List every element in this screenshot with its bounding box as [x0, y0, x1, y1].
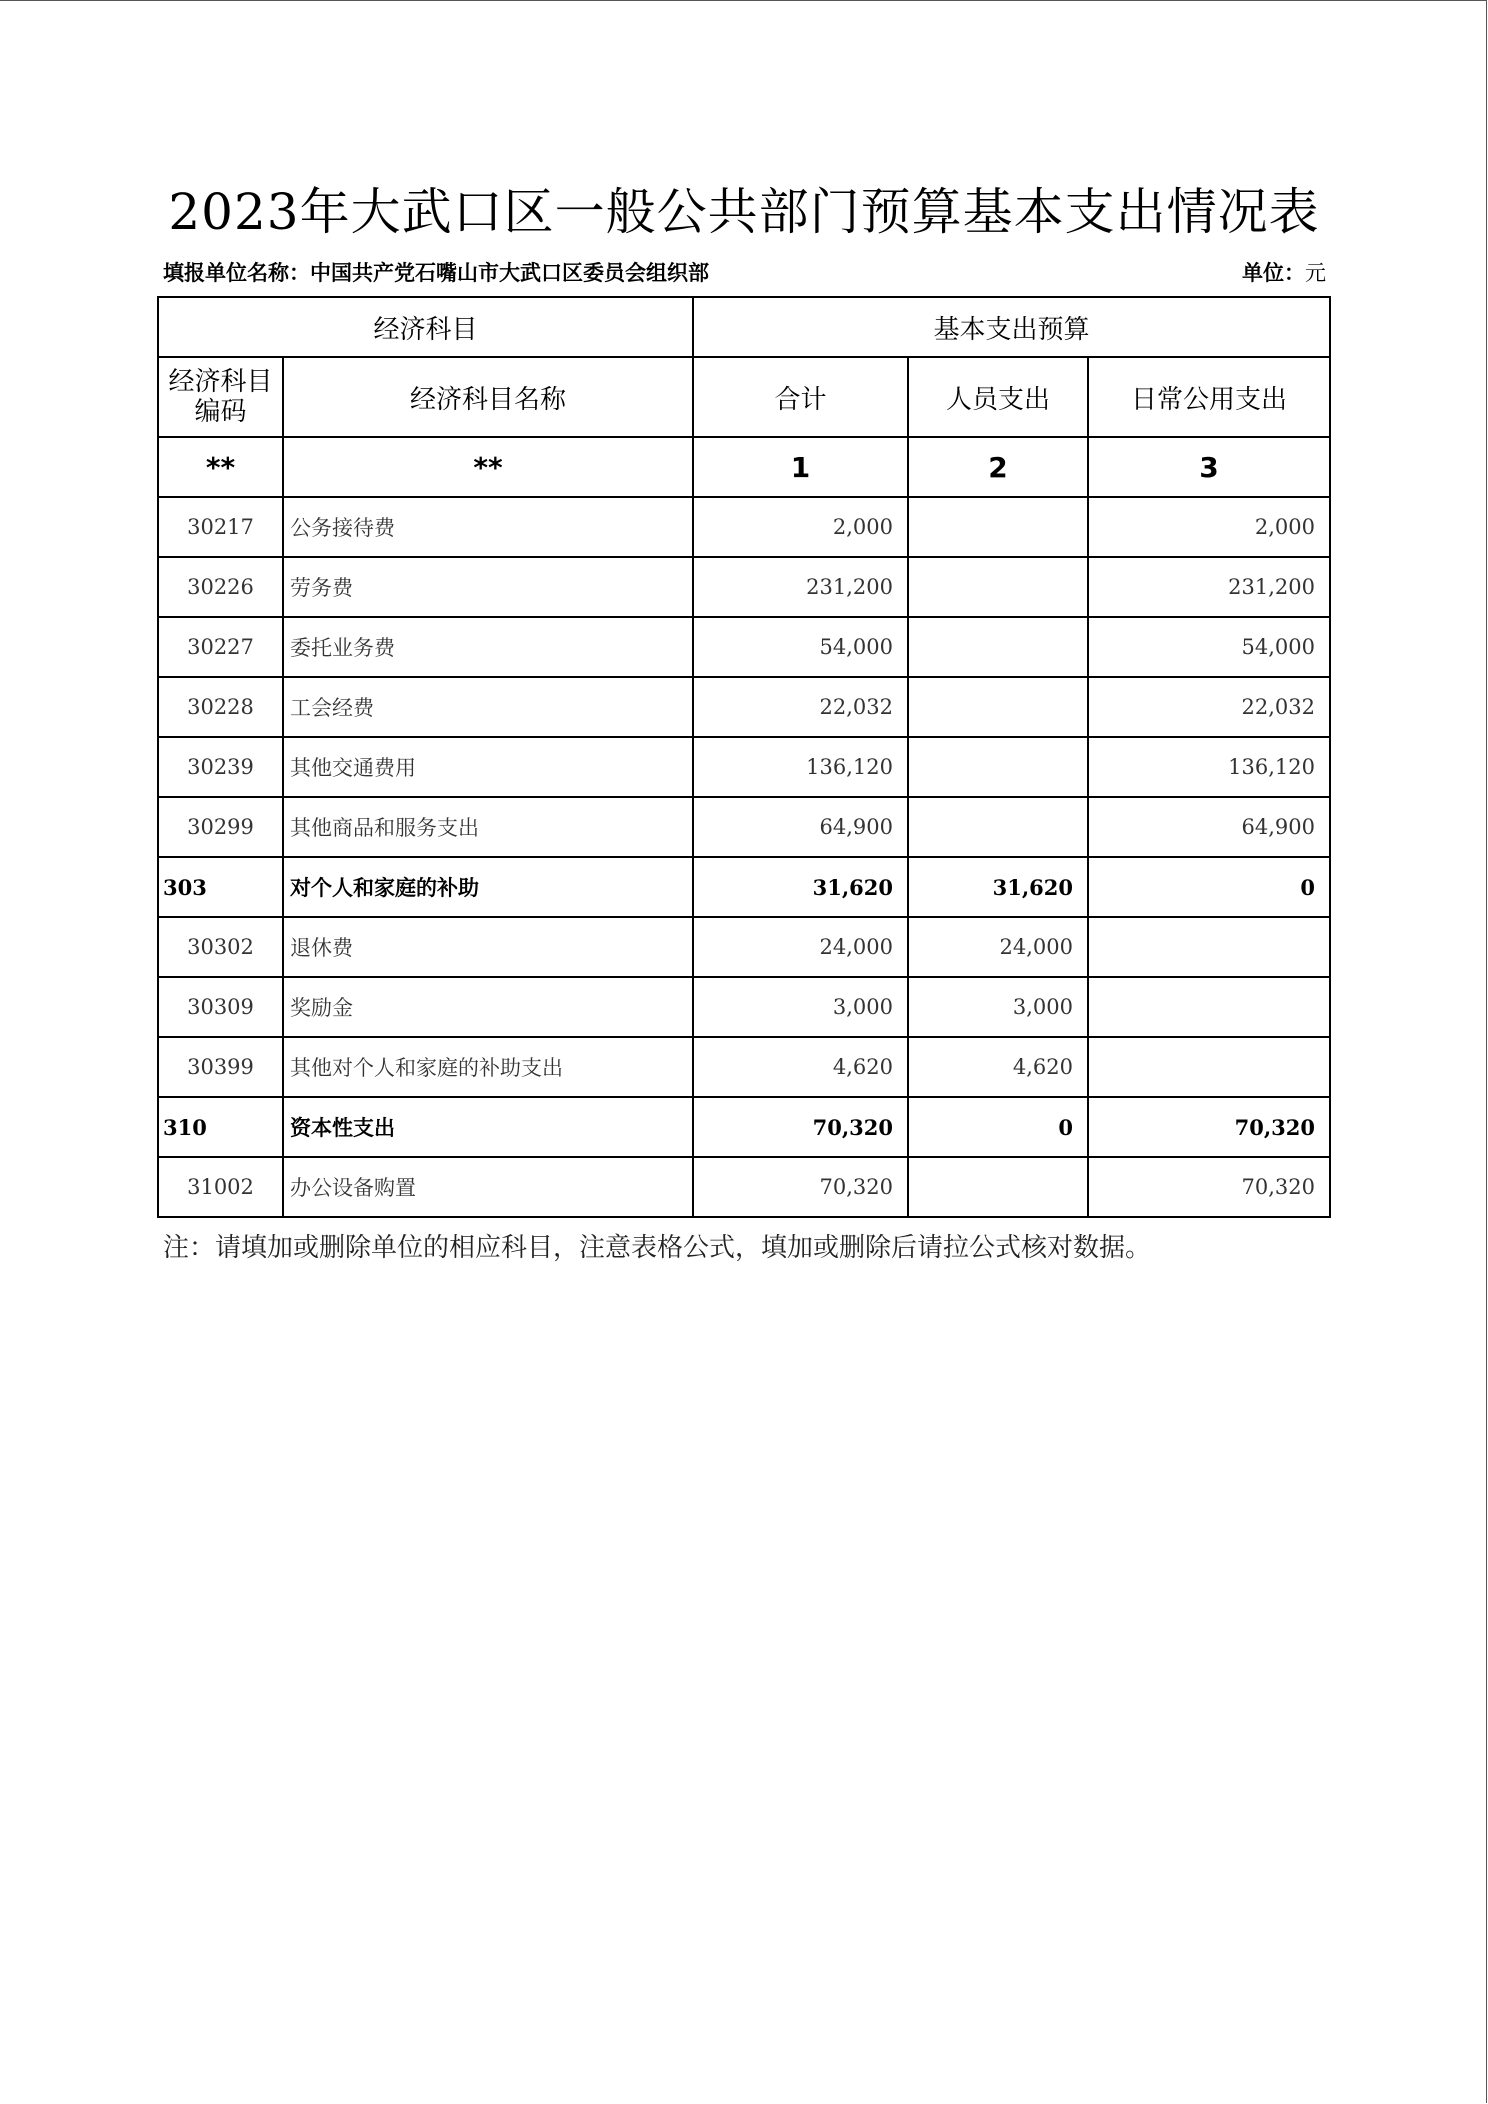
row-code: 31002 [158, 1157, 283, 1217]
row-name: 委托业务费 [283, 617, 693, 677]
row-public: 22,032 [1088, 677, 1330, 737]
currency-label: 单位： [1242, 260, 1305, 285]
table-row [158, 1037, 1330, 1097]
row-code: 30299 [158, 797, 283, 857]
table-row [158, 677, 1330, 737]
row-personnel: 4,620 [908, 1037, 1088, 1097]
row-name: 工会经费 [283, 677, 693, 737]
row-name: 资本性支出 [283, 1097, 693, 1157]
row-personnel [908, 617, 1088, 677]
row-name: 对个人和家庭的补助 [283, 857, 693, 917]
report-meta [163, 258, 1326, 288]
row-total: 31,620 [693, 857, 908, 917]
row-total: 64,900 [693, 797, 908, 857]
row-code: 30399 [158, 1037, 283, 1097]
currency-line [1242, 258, 1326, 288]
header-code-line1: 经济科目 [168, 367, 273, 397]
index-personnel: 2 [908, 437, 1088, 497]
row-name: 奖励金 [283, 977, 693, 1037]
row-total: 70,320 [693, 1157, 908, 1217]
row-public: 70,320 [1088, 1157, 1330, 1217]
header-group-row [158, 297, 1330, 357]
row-personnel [908, 497, 1088, 557]
header-code [158, 357, 283, 437]
row-name: 退休费 [283, 917, 693, 977]
category-row [158, 857, 1330, 917]
row-total: 136,120 [693, 737, 908, 797]
row-public: 136,120 [1088, 737, 1330, 797]
row-personnel: 0 [908, 1097, 1088, 1157]
row-public: 54,000 [1088, 617, 1330, 677]
table-row [158, 1157, 1330, 1217]
row-total: 231,200 [693, 557, 908, 617]
row-public: 2,000 [1088, 497, 1330, 557]
row-name: 公务接待费 [283, 497, 693, 557]
row-personnel [908, 557, 1088, 617]
row-total: 3,000 [693, 977, 908, 1037]
row-code: 30228 [158, 677, 283, 737]
row-personnel: 3,000 [908, 977, 1088, 1037]
header-index-row [158, 437, 1330, 497]
index-code: ** [158, 437, 283, 497]
row-public [1088, 1037, 1330, 1097]
row-total: 24,000 [693, 917, 908, 977]
currency-value: 元 [1305, 261, 1326, 285]
header-economic-subject: 经济科目 [158, 297, 693, 357]
row-code: 310 [158, 1097, 283, 1157]
index-name: ** [283, 437, 693, 497]
table-row [158, 977, 1330, 1037]
row-public: 70,320 [1088, 1097, 1330, 1157]
row-personnel: 24,000 [908, 917, 1088, 977]
header-column-row [158, 357, 1330, 437]
unit-name-label: 填报单位名称： [163, 260, 310, 285]
page-title: 2023年大武口区一般公共部门预算基本支出情况表 [168, 183, 1320, 241]
row-public [1088, 917, 1330, 977]
row-public: 64,900 [1088, 797, 1330, 857]
table-row [158, 497, 1330, 557]
row-public: 0 [1088, 857, 1330, 917]
unit-name-line [163, 258, 709, 288]
row-total: 22,032 [693, 677, 908, 737]
row-total: 2,000 [693, 497, 908, 557]
header-personnel: 人员支出 [908, 357, 1088, 437]
footnote: 注：请填加或删除单位的相应科目，注意表格公式，填加或删除后请拉公式核对数据。 [163, 1233, 1152, 1263]
row-personnel [908, 737, 1088, 797]
header-name: 经济科目名称 [283, 357, 693, 437]
table-row [158, 917, 1330, 977]
row-personnel [908, 677, 1088, 737]
row-personnel [908, 797, 1088, 857]
unit-name: 中国共产党石嘴山市大武口区委员会组织部 [310, 260, 709, 285]
row-code: 303 [158, 857, 283, 917]
budget-table [157, 296, 1331, 1218]
table-row [158, 797, 1330, 857]
row-personnel [908, 1157, 1088, 1217]
index-public: 3 [1088, 437, 1330, 497]
table-row [158, 557, 1330, 617]
row-code: 30239 [158, 737, 283, 797]
row-name: 其他商品和服务支出 [283, 797, 693, 857]
table-row [158, 737, 1330, 797]
header-basic-budget: 基本支出预算 [693, 297, 1330, 357]
row-public [1088, 977, 1330, 1037]
header-code-line2: 编码 [194, 397, 247, 427]
table-row [158, 617, 1330, 677]
row-total: 54,000 [693, 617, 908, 677]
row-name: 劳务费 [283, 557, 693, 617]
row-name: 办公设备购置 [283, 1157, 693, 1217]
row-code: 30302 [158, 917, 283, 977]
row-personnel: 31,620 [908, 857, 1088, 917]
row-public: 231,200 [1088, 557, 1330, 617]
row-total: 4,620 [693, 1037, 908, 1097]
row-name: 其他对个人和家庭的补助支出 [283, 1037, 693, 1097]
row-code: 30227 [158, 617, 283, 677]
index-total: 1 [693, 437, 908, 497]
row-code: 30217 [158, 497, 283, 557]
row-name: 其他交通费用 [283, 737, 693, 797]
category-row [158, 1097, 1330, 1157]
header-total: 合计 [693, 357, 908, 437]
row-total: 70,320 [693, 1097, 908, 1157]
row-code: 30226 [158, 557, 283, 617]
header-public: 日常公用支出 [1088, 357, 1330, 437]
row-code: 30309 [158, 977, 283, 1037]
